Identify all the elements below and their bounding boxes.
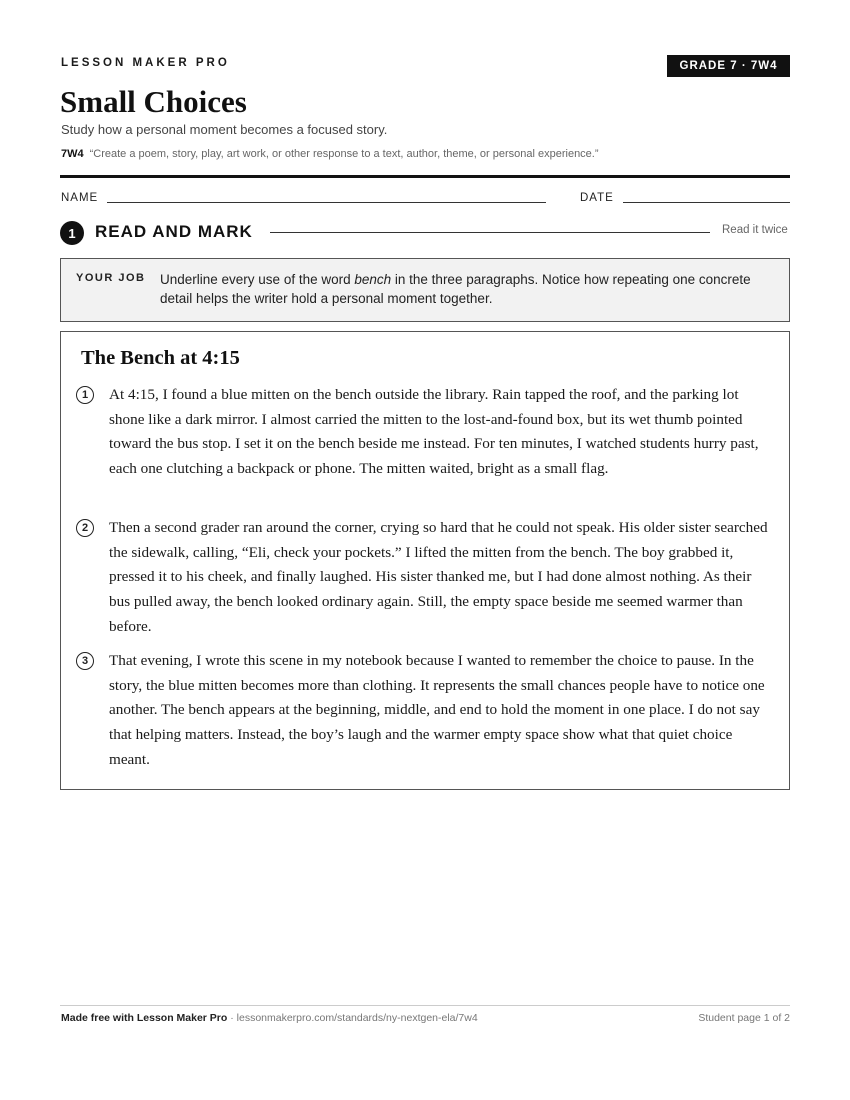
paragraph-number-badge: 3 [76,652,94,670]
name-label: NAME [61,192,99,204]
date-field[interactable] [623,202,790,203]
footer-brand: Made free with Lesson Maker Pro [61,1012,228,1024]
job-text-end: in the three paragraphs. Notice how repeating one concrete detail helps the writer hold a personal moment together. [160,272,751,306]
date-label: DATE [580,192,614,204]
paragraph-text: At 4:15, I found a blue mitten on the bench outside the library. Rain tapped the roof, and the parking lot shone like a dark mirror. I almost carried the mitten to the lost-and-found box, but its wet thumb pointed toward the bus stop. I set it on the bench beside me instead. For ten minutes, I watched students hurry past, each one clutching a backpack or phone. The mitten waited, bright as a small flag. [109,386,759,478]
step-note: Read it twice [722,224,788,236]
step-divider [270,232,710,233]
job-text-emphasis: bench [354,272,392,287]
footer-divider [60,1005,790,1006]
footer-url[interactable]: lessonmakerpro.com/standards/ny-nextgen-ela/7w4 [236,1012,478,1024]
story-paragraph-2 [76,516,776,640]
story-paragraph-1 [76,383,776,482]
job-label: YOUR JOB [76,272,146,284]
job-text-start: Underline every use of the word [160,272,355,287]
standard-text: “Create a poem, story, play, art work, or other response to a text, author, theme, or personal experience.” [89,148,599,160]
reading-passage-box [60,331,790,790]
step-title: READ AND MARK [95,222,253,241]
paragraph-number-badge: 2 [76,519,94,537]
grade-badge: GRADE 7 · 7W4 [667,55,790,77]
page-indicator: Student page 1 of 2 [698,1012,790,1024]
job-instructions-box [60,258,790,322]
page-title: Small Choices [60,84,247,119]
story-title: The Bench at 4:15 [81,347,240,369]
paragraph-number-badge: 1 [76,386,94,404]
story-paragraph-3 [76,649,776,773]
page-subtitle: Study how a personal moment becomes a focused story. [61,122,388,137]
header-divider [60,175,790,178]
paragraph-text: That evening, I wrote this scene in my notebook because I wanted to remember the choice to pause. In the story, the blue mitten becomes more than clothing. It represents the small chances people have to notice one another. The bench appears at the beginning, middle, and end to hold the moment in one place. I do not say that helping matters. Instead, the boy’s laugh and the warmer empty space show what that quiet choice meant. [109,652,765,768]
step-number-badge: 1 [60,221,84,245]
standard-line [61,148,599,160]
footer-separator: · [227,1012,237,1024]
paragraph-text: Then a second grader ran around the corner, crying so hard that he could not speak. His older sister searched the sidewalk, calling, “Eli, check your pockets.” I lifted the mitten from the bench. The boy grabbed it, pressed it to his cheek, and finally laughed. His sister thanked me, but I had done almost nothing. As their bus pulled away, the bench looked ordinary again. Still, the empty space beside me seemed warmer than before. [109,519,768,635]
standard-code: 7W4 [61,148,84,160]
name-field[interactable] [107,202,546,203]
brand-name: LESSON MAKER PRO [61,57,230,69]
job-text [160,270,770,308]
footer-credit [61,1012,478,1024]
